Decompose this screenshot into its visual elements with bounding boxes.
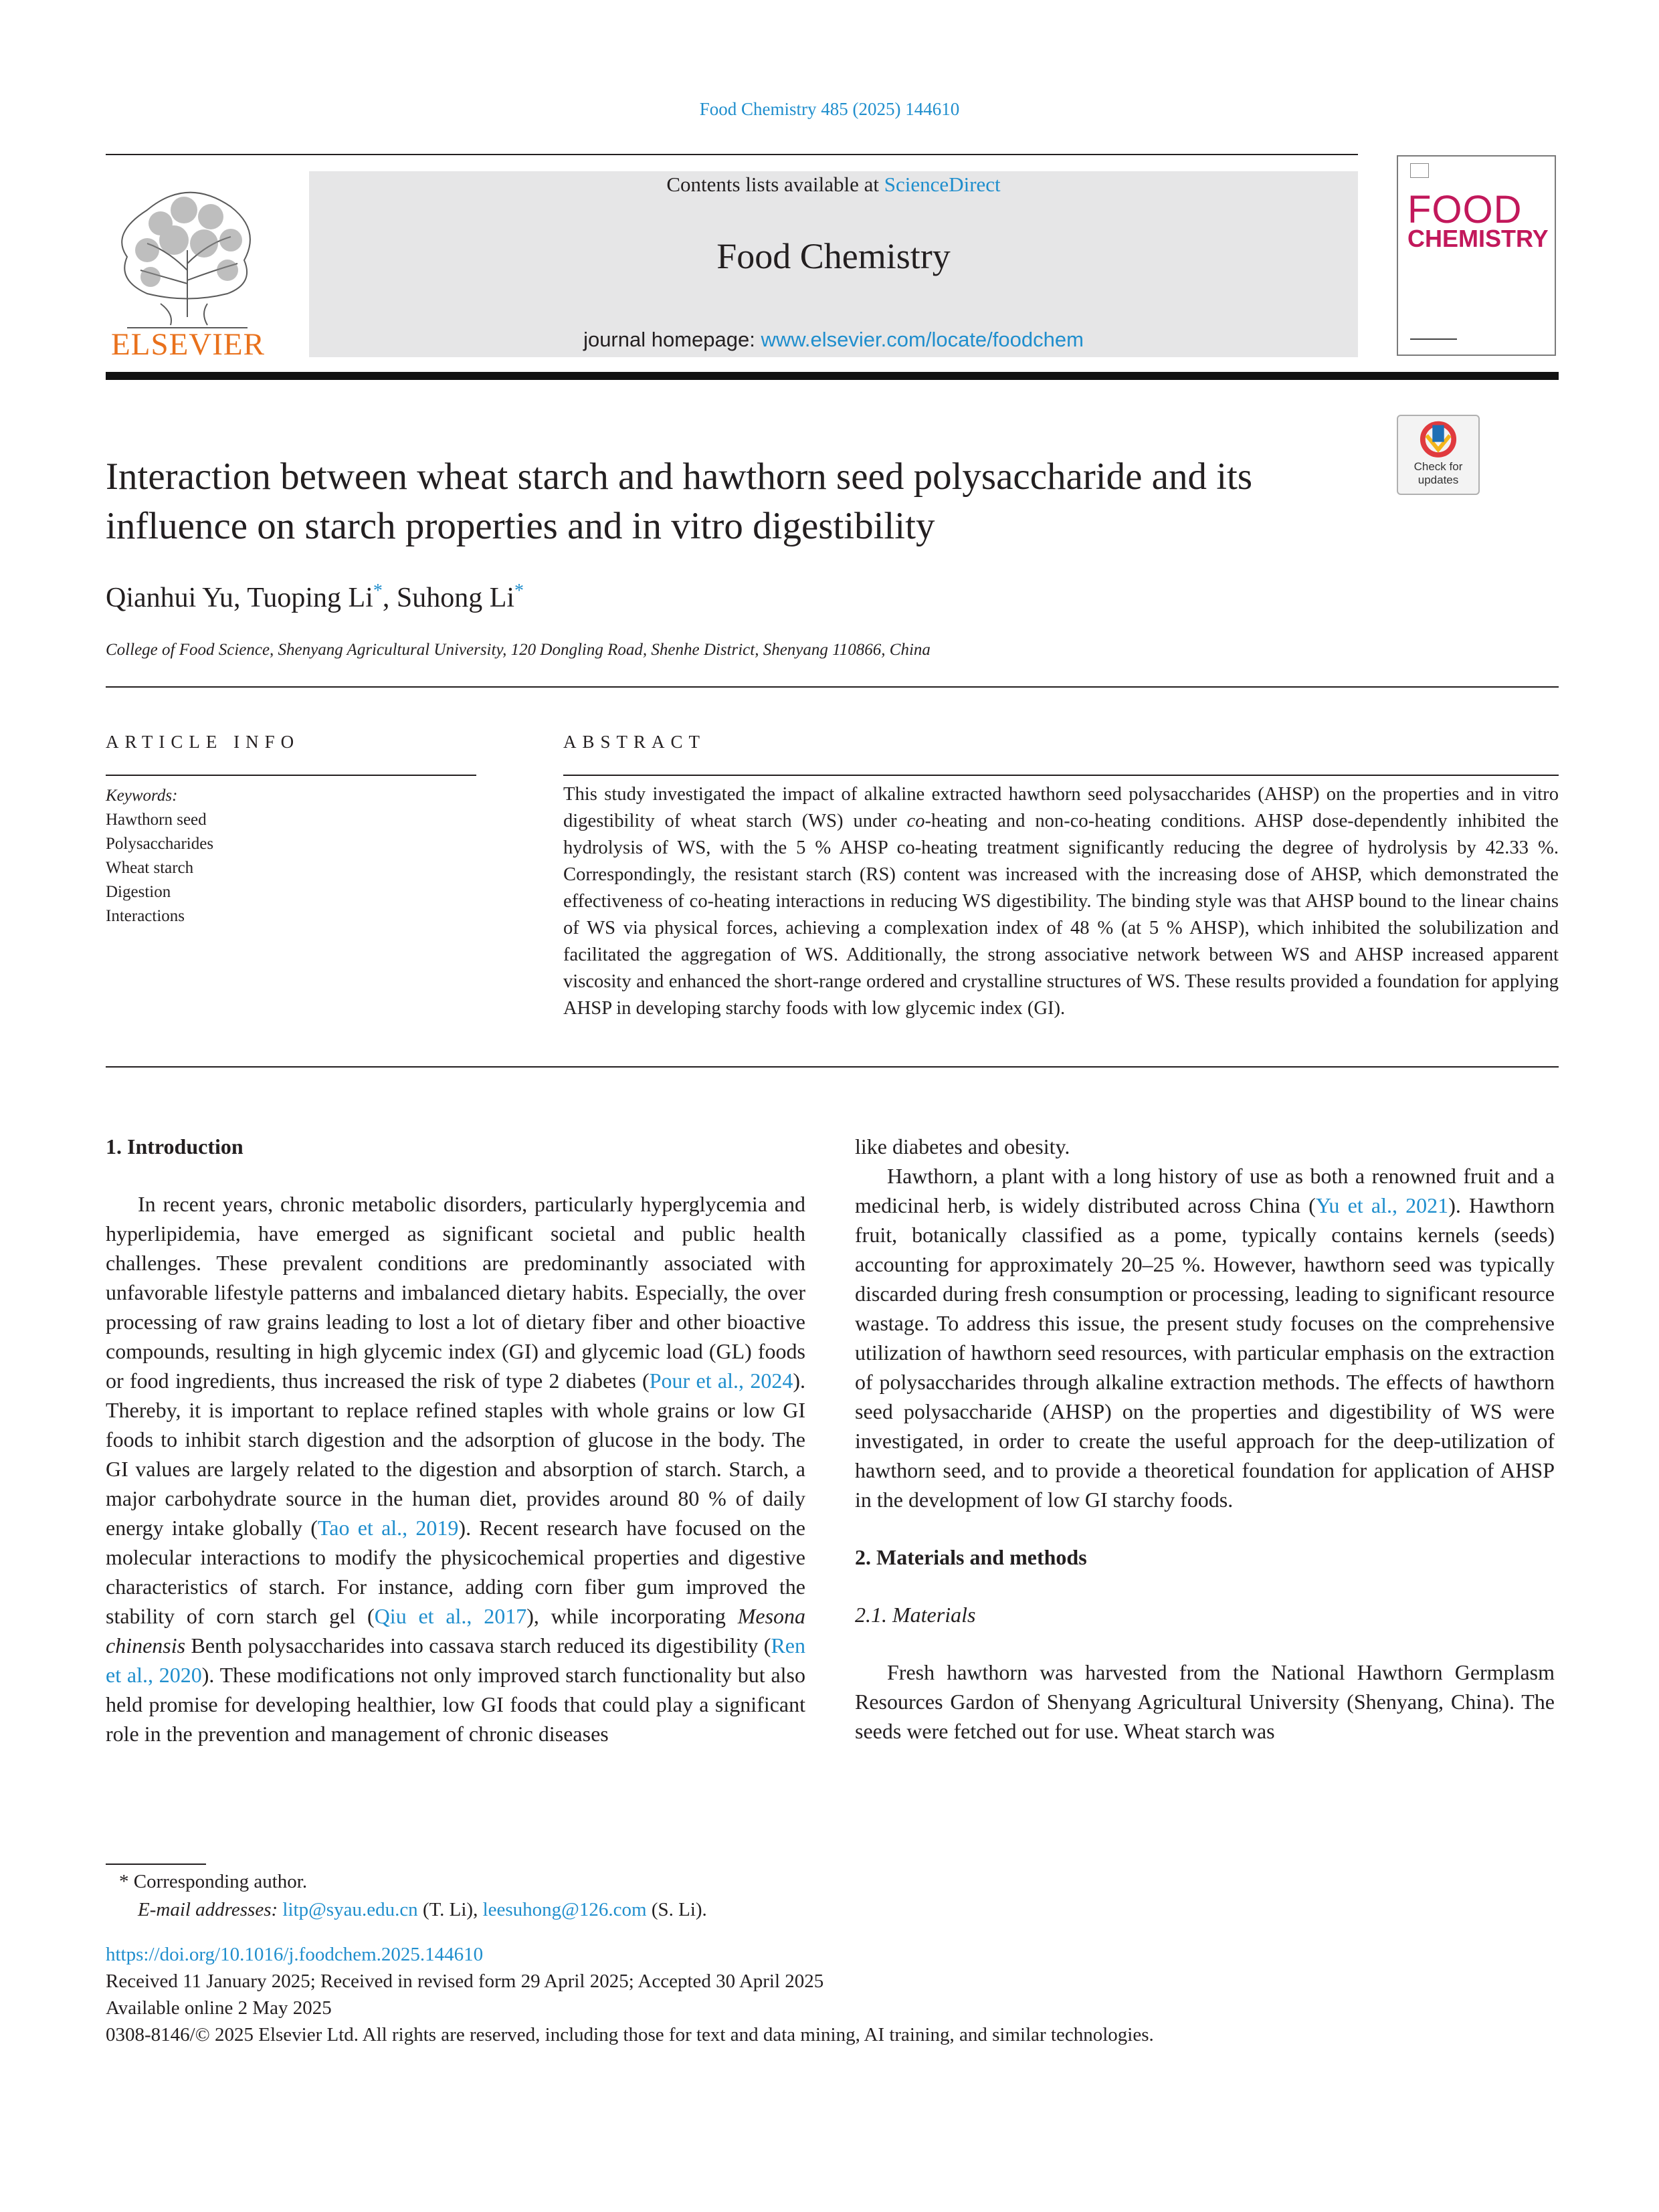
abstract-rule <box>563 775 1559 776</box>
cover-rule <box>1410 338 1457 340</box>
abstract-part: This study investigated the impact of alkaline extracted hawthorn seed polysaccharides (AHSP) on the properties and in vitro digestibility of wheat starch (WS) under <box>563 784 1559 831</box>
abstract-heading: ABSTRACT <box>563 732 706 752</box>
email-owner: (T. Li), <box>417 1899 483 1920</box>
email-link[interactable]: leesuhong@126.com <box>482 1899 647 1920</box>
author-name[interactable]: Suhong Li <box>396 583 515 613</box>
contents-line <box>309 173 1358 197</box>
top-rule <box>106 154 1358 155</box>
materials-paragraph: Fresh hawthorn was harvested from the National Hawthorn Germplasm Resources Gardon of Shenyang Agricultural University (Shenyang, China). The seeds were fetched out for use. Wheat starch was <box>855 1660 1555 1743</box>
available-online-date: Available online 2 May 2025 <box>106 1997 332 2019</box>
text-run: ), while incorporating <box>526 1604 738 1628</box>
citation-link[interactable]: Pour et al., 2024 <box>649 1369 793 1393</box>
author-list: Qianhui Yu, Tuoping Li*, Suhong Li* <box>106 581 524 613</box>
citation-link[interactable]: Yu et al., 2021 <box>1315 1193 1449 1217</box>
footnotes <box>119 1868 707 1924</box>
intro-paragraph-continued: like diabetes and obesity. <box>855 1134 1070 1159</box>
text-run: ). Hawthorn fruit, botanically classified as a pome, typically contains kernels (seeds) accounting for approximately 20–25 %. However, hawthorn seed was typically discarded during fresh consumption or processing, leading to significant resource wastage. To address this issue, the present study focuses on the comprehensive utilization of hawthorn seed resources, with particular emphasis on the extraction of polysaccharides through alkaline extraction methods. The effects of hawthorn seed polysaccharide (AHSP) on the properties and digestibility of WS were investigated, in order to create the useful approach for the deep-utilization of hawthorn seed, and to provide a theoretical foundation for application of AHSP in the development of low GI starchy foods. <box>855 1193 1555 1512</box>
elsevier-wordmark: ELSEVIER <box>111 327 265 362</box>
section-rule <box>106 1066 1559 1068</box>
abstract-part: -heating and non-co-heating conditions. AHSP dose-dependently inhibited the hydrolysis of WS, with the 5 % AHSP co-heating treatment significantly reducing the degree of hydrolysis by 42.33 %. Correspondingly, the resistant starch (RS) content was increased with the increasing dose of AHSP, which demonstrated the effectiveness of co-heating interactions in reducing WS digestibility. The binding style was that AHSP bound to the linear chains of WS via physical forces, achieving a complexation index of 48 % (at 5 % AHSP), which inhibited the solubilization and facilitated the aggregation of WS. Additionally, the strong associative network between WS and AHSP increased apparent viscosity and enhanced the short-range ordered and crystalline structures of WS. These results provided a foundation for applying AHSP in developing starchy foods with low glycemic index (GI). <box>563 811 1559 1019</box>
crossmark-label-2: updates <box>1418 474 1459 486</box>
email-label: E-mail addresses: <box>138 1899 283 1920</box>
citation-link[interactable]: Tao et al., 2019 <box>317 1516 459 1540</box>
section-heading-materials-methods: 2. Materials and methods <box>855 1545 1087 1569</box>
keyword: Interactions <box>106 907 185 925</box>
affiliation: College of Food Science, Shenyang Agricultural University, 120 Dongling Road, Shenhe District, Shenyang 110866, China <box>106 641 931 659</box>
subsection-heading-materials: 2.1. Materials <box>855 1603 976 1627</box>
cover-logo-mark <box>1410 163 1429 178</box>
corresponding-author-mark[interactable]: * <box>373 581 383 601</box>
cover-title-food: FOOD <box>1407 188 1523 231</box>
hawthorn-paragraph <box>855 1161 1555 1514</box>
crossmark-label[interactable] <box>1397 460 1480 487</box>
article-title-line-2: influence on starch properties and in vitro digestibility <box>106 505 935 547</box>
citation-link[interactable]: Qiu et al., 2017 <box>374 1604 527 1628</box>
copyright-line: 0308-8146/© 2025 Elsevier Ltd. All rights are reserved, including those for text and data mining, AI training, and similar technologies. <box>106 2024 1154 2045</box>
cover-title-chemistry: CHEMISTRY <box>1407 225 1549 252</box>
sciencedirect-link[interactable]: ScienceDirect <box>884 173 1001 196</box>
intro-paragraph <box>106 1189 805 1748</box>
keywords-label: Keywords: <box>106 787 178 805</box>
text-run: In recent years, chronic metabolic disorders, particularly hyperglycemia and hyperlipidemia, have emerged as significant societal and public health challenges. These prevalent conditions are predominantly associated with unfavorable lifestyle patterns and imbalanced dietary habits. Especially, the over processing of raw grains leading to lost a lot of dietary fiber and other bioactive compounds, resulting in high glycemic index (GI) and glycemic load (GL) foods or food ingredients, thus increased the risk of type 2 diabetes ( <box>106 1192 805 1393</box>
article-footer <box>106 1941 1154 2048</box>
email-owner: (S. Li). <box>646 1899 707 1920</box>
email-line <box>119 1896 707 1924</box>
article-title <box>106 452 1397 551</box>
keywords-block <box>106 784 213 928</box>
section-rule <box>106 686 1559 688</box>
article-info-heading: ARTICLE INFO <box>106 732 300 752</box>
text-run: ). Thereby, it is important to replace refined staples with whole grains or low GI foods to inhibit starch digestion and the adsorption of glucose in the body. The GI values are largely related to the digestion and absorption of starch. Starch, a major carbohydrate source in the human diet, provides around 80 % of daily energy intake globally ( <box>106 1369 806 1540</box>
email-link[interactable]: litp@syau.edu.cn <box>282 1899 418 1920</box>
abstract-text <box>563 781 1559 1022</box>
journal-homepage-link[interactable]: www.elsevier.com/locate/foodchem <box>761 328 1084 351</box>
keyword: Polysaccharides <box>106 835 214 853</box>
body-right-column <box>855 1132 1555 1746</box>
keyword: Digestion <box>106 883 171 901</box>
article-title-line-1: Interaction between wheat starch and hawthorn seed polysaccharide and its <box>106 456 1253 498</box>
species-name: Mesona chinensis <box>106 1604 806 1657</box>
footnote-rule <box>106 1864 206 1865</box>
journal-cover-image[interactable] <box>1397 155 1556 356</box>
section-heading-introduction: 1. Introduction <box>106 1134 243 1159</box>
article-info-rule <box>106 775 476 776</box>
journal-name: Food Chemistry <box>716 236 951 276</box>
contents-prefix: Contents lists available at <box>666 173 884 196</box>
body-left-column <box>106 1132 805 1748</box>
doi-link[interactable]: https://doi.org/10.1016/j.foodchem.2025.144610 <box>106 1944 484 1965</box>
author-name[interactable]: Qianhui Yu <box>106 583 233 613</box>
keyword: Hawthorn seed <box>106 811 207 829</box>
corresponding-author-note: * Corresponding author. <box>119 1871 308 1892</box>
keyword: Wheat starch <box>106 859 194 877</box>
crossmark-label-1: Check for <box>1413 460 1463 473</box>
text-run: ). These modifications not only improved starch functionality but also held promise for developing healthier, low GI foods that could play a significant role in the prevention and management of chronic diseases <box>106 1663 806 1746</box>
received-dates: Received 11 January 2025; Received in revised form 29 April 2025; Accepted 30 April 2025 <box>106 1971 824 1992</box>
text-run: ). Recent research have focused on the molecular interactions to modify the physicochemical properties and digestive characteristics of starch. For instance, adding corn fiber gum improved the stability of corn starch gel ( <box>106 1516 805 1628</box>
text-run: Benth polysaccharides into cassava starch reduced its digestibility ( <box>185 1633 771 1657</box>
text-run: Hawthorn, a plant with a long history of use as both a renowned fruit and a medicinal herb, is widely distributed across China ( <box>855 1164 1555 1217</box>
running-head[interactable]: Food Chemistry 485 (2025) 144610 <box>699 99 960 119</box>
homepage-prefix: journal homepage: <box>583 328 761 351</box>
corresponding-author-mark[interactable]: * <box>514 581 524 601</box>
abstract-italic: co <box>906 811 925 831</box>
homepage-line <box>309 328 1358 352</box>
masthead-thick-rule <box>106 372 1559 380</box>
author-name[interactable]: Tuoping Li <box>247 583 373 613</box>
citation-link[interactable]: Ren et al., 2020 <box>106 1633 805 1687</box>
